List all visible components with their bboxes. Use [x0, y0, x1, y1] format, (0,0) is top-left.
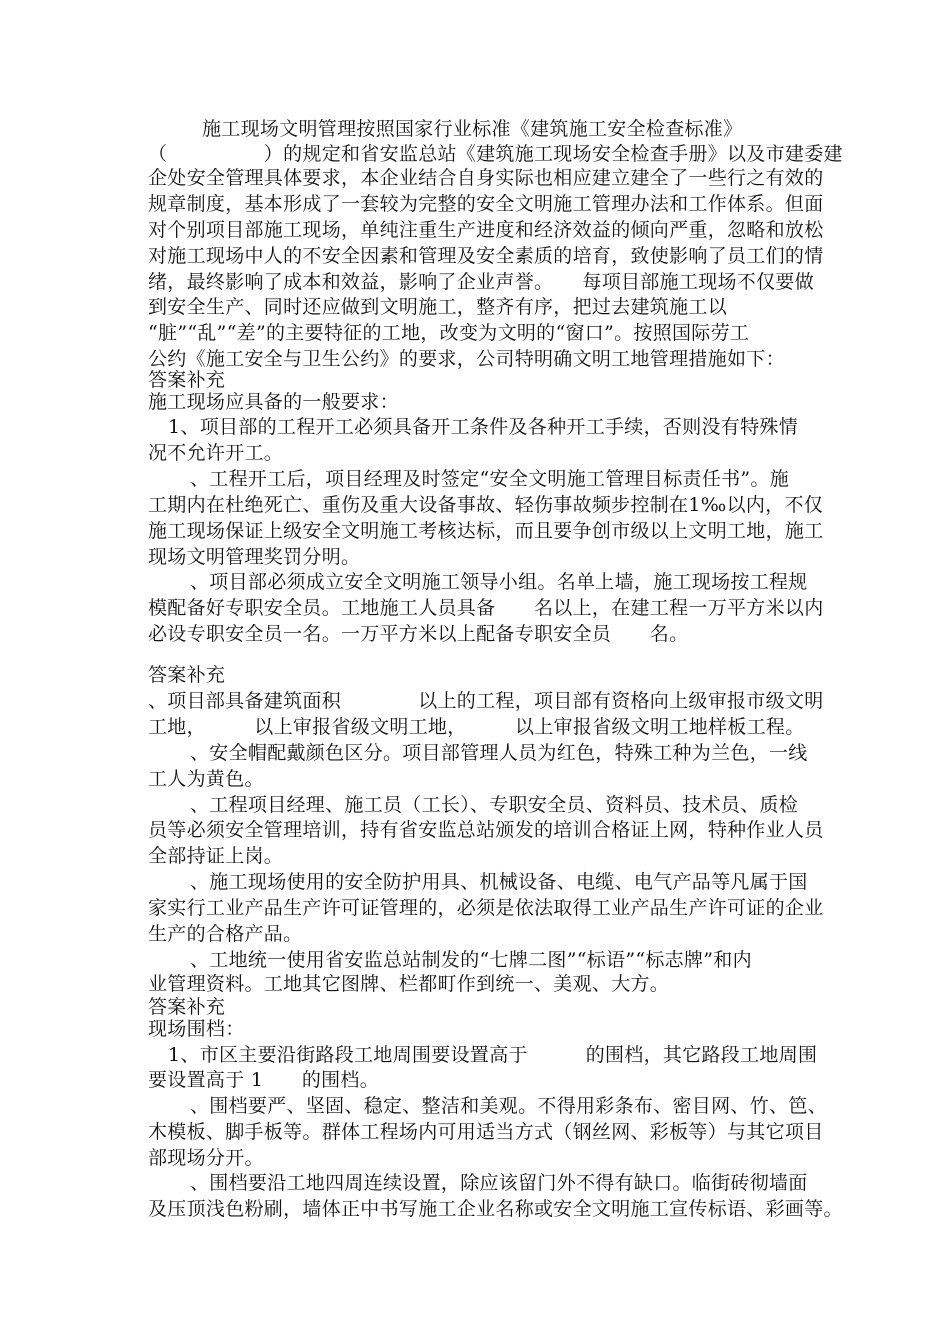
text-line: 工期内在杜绝死亡、重伤及重大设备事故、轻伤事故频步控制在1‰以内，不仅	[148, 494, 824, 516]
text-line: 工地， 以上审报省级文明工地， 以上审报省级文明工地样板工程。	[148, 716, 805, 738]
text-line: 、项目部具备建筑面积 以上的工程，项目部有资格向上级审报市级文明	[148, 690, 824, 712]
text-line: 员等必须安全管理培训，持有省安监总站颁发的培训合格证上网，特种作业人员	[148, 819, 824, 841]
section-heading: 现场围档：	[148, 1018, 245, 1040]
text-line: 绪，最终影响了成本和效益，影响了企业声誉。 每项目部施工现场不仅要做	[148, 271, 815, 293]
section-heading: 答案补充	[148, 664, 226, 686]
text-line: 、工地统一使用省安监总站制发的“七牌二图”“标语”“标志牌”和内	[190, 949, 752, 971]
text-line: 工人为黄色。	[148, 768, 264, 790]
text-line: （ ）的规定和省安监总站《建筑施工现场安全检查手册》以及市建委建	[148, 143, 843, 165]
text-line: 公约《施工安全与卫生公约》的要求，公司特明确文明工地管理措施如下：	[148, 348, 785, 370]
text-line: 木模板、脚手板等。群体工程场内可用适当方式（钢丝网、彩板等）与其它项目	[148, 1121, 824, 1143]
text-line: 对个别项目部施工现场，单纯注重生产进度和经济效益的倾向严重，忽略和放松	[148, 219, 824, 241]
text-line: 对施工现场中人的不安全因素和管理及安全素质的培育，致使影响了员工们的情	[148, 245, 824, 267]
text-line: 、项目部必须成立安全文明施工领导小组。名单上墙，施工现场按工程规	[190, 571, 808, 593]
text-line: 、工程项目经理、施工员（工长）、专职安全员、资料员、技术员、质检	[190, 794, 799, 816]
text-line: 生产的合格产品。	[148, 923, 303, 945]
text-line: 到安全生产、同时还应做到文明施工，整齐有序，把过去建筑施工以	[148, 296, 728, 318]
text-line: 及压顶浅色粉刷，墙体正中书写施工企业名称或安全文明施工宣传标语、彩画等。	[148, 1198, 843, 1220]
section-heading: 答案补充	[148, 996, 226, 1018]
text-line: 况不允许开工。	[148, 442, 284, 464]
text-line: 、施工现场使用的安全防护用具、机械设备、电缆、电气产品等凡属于国	[190, 871, 808, 893]
text-line: 、安全帽配戴颜色区分。项目部管理人员为红色，特殊工种为兰色，一线	[190, 742, 808, 764]
text-line: 、围档要沿工地四周连续设置，除应该留门外不得有缺口。临街砖彻墙面	[190, 1172, 808, 1194]
text-line: 业管理资料。工地其它图牌、栏都町作到统一、美观、大方。	[148, 973, 670, 995]
section-heading: 施工现场应具备的一般要求：	[148, 391, 399, 413]
text-line: 现场文明管理奖罚分明。	[148, 546, 361, 568]
text-line: 部现场分开。	[148, 1147, 264, 1169]
text-line: 家实行工业产品生产许可证管理的，必须是依法取得工业产品生产许可证的企业	[148, 897, 824, 919]
text-line: 1、项目部的工程开工必须具备开工条件及各种开工手续，否则没有特殊情	[168, 416, 798, 438]
text-line: “脏”“乱”“差”的主要特征的工地，改变为文明的“窗口”。按照国际劳工	[148, 322, 750, 344]
text-line: 要设置高于 1 的围档。	[148, 1069, 380, 1091]
text-line: 企处安全管理具体要求，本企业结合自身实际也相应建立建全了一些行之有效的	[148, 167, 824, 189]
text-line: 必设专职安全员一名。一万平方米以上配备专职安全员 名。	[148, 623, 689, 645]
text-line: 模配备好专职安全员。工地施工人员具备 名以上，在建工程一万平方米以内	[148, 597, 824, 619]
text-line: 施工现场文明管理按照国家行业标准《建筑施工安全检查标准》	[202, 118, 743, 140]
section-heading: 答案补充	[148, 369, 226, 391]
text-line: 全部持证上岗。	[148, 845, 284, 867]
text-line: 规章制度，基本形成了一套较为完整的安全文明施工管理办法和工作体系。但面	[148, 193, 824, 215]
text-line: 、工程开工后，项目经理及时签定“安全文明施工管理目标责任书”。施	[190, 468, 790, 490]
text-line: 1、市区主要沿街路段工地周围要设置高于 的围档，其它路段工地周围	[168, 1044, 818, 1066]
text-line: 施工现场保证上级安全文明施工考核达标，而且要争创市级以上文明工地，施工	[148, 520, 824, 542]
text-line: 、围档要严、坚固、稳定、整洁和美观。不得用彩条布、密目网、竹、笆、	[190, 1095, 827, 1117]
